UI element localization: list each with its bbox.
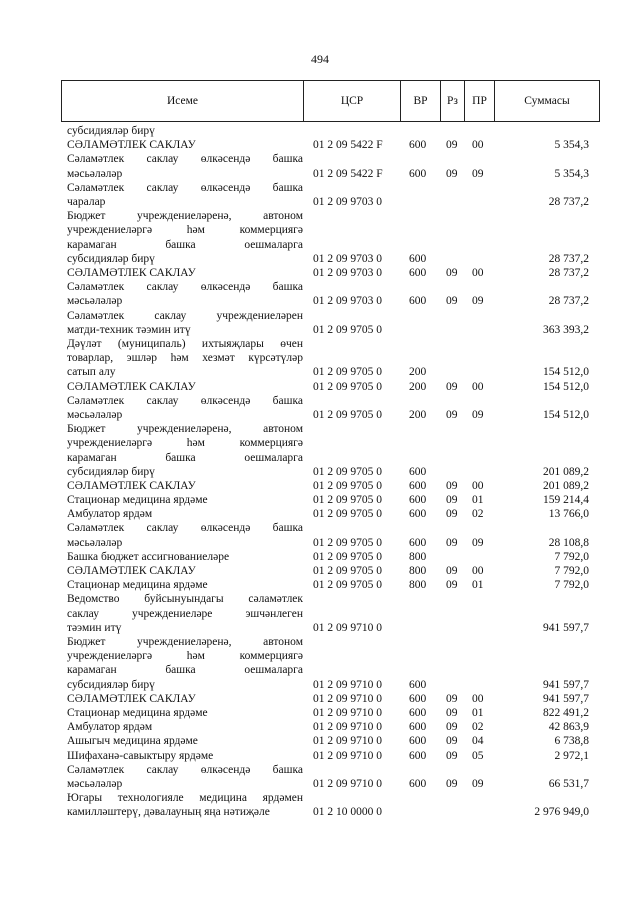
row-name-line: субсидияләр бирү [67, 125, 155, 137]
row-csr: 01 2 09 5422 F [313, 139, 383, 152]
header-pr: ПР [464, 80, 494, 122]
row-name-line: матди-техник тәэмин итү [67, 323, 191, 336]
row-csr: 01 2 09 5422 F [313, 167, 383, 180]
row-rz: 09 [446, 380, 458, 393]
header-name: Исеме [61, 80, 303, 122]
row-vr: 600 [409, 479, 427, 492]
row-sum: 363 393,2 [543, 323, 589, 336]
table-row [0, 266, 640, 280]
row-pr: 09 [472, 295, 484, 308]
row-name-line: субсидияләр бирү [67, 252, 155, 265]
table-row [0, 749, 640, 763]
table-row [0, 280, 640, 308]
row-name-line: СӘЛАМӘТЛЕК САКЛАУ [67, 565, 196, 578]
row-name-line: мәсьәләләр [67, 295, 123, 308]
row-csr: 01 2 09 9705 0 [313, 536, 382, 549]
row-rz: 09 [446, 479, 458, 492]
row-csr: 01 2 09 9703 0 [313, 195, 382, 208]
row-name-line: субсидияләр бирү [67, 465, 155, 478]
row-csr: 01 2 09 9705 0 [313, 366, 382, 379]
row-sum: 154 512,0 [543, 380, 589, 393]
table-header [61, 80, 600, 124]
row-pr: 09 [472, 408, 484, 421]
table-row [0, 394, 640, 422]
table-row [0, 550, 640, 564]
row-name [67, 138, 303, 152]
table-row [0, 380, 640, 394]
row-name-line: Сәламәтлек саклау өлкәсендә башка [67, 763, 303, 776]
row-name-line: карамаган башка оешмаларга [67, 664, 303, 677]
row-pr: 02 [472, 721, 484, 734]
table-row [0, 592, 640, 635]
row-pr: 01 [472, 706, 484, 719]
row-sum: 7 792,0 [554, 565, 589, 578]
row-sum: 2 976 949,0 [534, 806, 589, 819]
header-sum: Суммасы [494, 80, 600, 122]
row-csr: 01 2 09 9703 0 [313, 295, 382, 308]
row-csr: 01 2 09 9705 0 [313, 494, 382, 507]
row-sum: 5 354,3 [554, 139, 589, 152]
row-vr: 600 [409, 692, 427, 705]
row-rz: 09 [446, 494, 458, 507]
table-row [0, 493, 640, 507]
row-pr: 09 [472, 777, 484, 790]
row-csr: 01 2 09 9705 0 [313, 550, 382, 563]
row-name-line: Сәламәтлек саклау өлкәсендә башка [67, 181, 303, 194]
row-name-line: Ведомство буйсынуындагы сәламәтлек [67, 593, 303, 606]
table-row [0, 124, 640, 138]
row-csr: 01 2 09 9703 0 [313, 252, 382, 265]
row-name-line: учреждениеләргә һәм коммерциягә [67, 437, 303, 450]
header-rz: Рз [440, 80, 464, 122]
row-csr: 01 2 09 9710 0 [313, 735, 382, 748]
row-name [67, 152, 303, 180]
row-sum: 28 108,8 [548, 536, 589, 549]
row-csr: 01 2 09 9705 0 [313, 479, 382, 492]
row-name-line: Сәламәтлек саклау өлкәсендә башка [67, 394, 303, 407]
row-pr: 00 [472, 139, 484, 152]
row-name [67, 280, 303, 308]
table-row [0, 479, 640, 493]
row-rz: 09 [446, 735, 458, 748]
row-rz: 09 [446, 295, 458, 308]
row-name-line: карамаган башка оешмаларга [67, 238, 303, 251]
row-vr: 800 [409, 550, 427, 563]
row-rz: 09 [446, 692, 458, 705]
row-rz: 09 [446, 721, 458, 734]
row-vr: 600 [409, 252, 427, 265]
table-row [0, 422, 640, 479]
row-sum: 28 737,2 [548, 266, 589, 279]
table-row [0, 181, 640, 209]
row-sum: 28 737,2 [548, 252, 589, 265]
row-name [67, 578, 303, 592]
row-name-line: Сәламәтлек саклау өлкәсендә башка [67, 153, 303, 166]
row-csr: 01 2 09 9705 0 [313, 565, 382, 578]
row-pr: 00 [472, 266, 484, 279]
row-vr: 200 [409, 380, 427, 393]
header-vr: ВР [400, 80, 440, 122]
row-name-line: камилләштерү, дәвалауның яңа нәтиҗәле [67, 806, 270, 819]
row-name-line: СӘЛАМӘТЛЕК САКЛАУ [67, 692, 196, 705]
row-name-line: Сәламәтлек саклау өлкәсендә башка [67, 522, 303, 535]
row-pr: 00 [472, 479, 484, 492]
row-sum: 7 792,0 [554, 579, 589, 592]
row-name-line: мәсьәләләр [67, 167, 123, 180]
row-name-line: учреждениеләргә һәм коммерциягә [67, 650, 303, 663]
table-row [0, 138, 640, 152]
table-row [0, 152, 640, 180]
row-sum: 2 972,1 [554, 749, 589, 762]
row-sum: 66 531,7 [548, 777, 589, 790]
row-name-line: Югары технологияле медицина ярдәмен [67, 792, 303, 805]
row-name [67, 734, 303, 748]
row-csr: 01 2 09 9710 0 [313, 692, 382, 705]
table-row [0, 337, 640, 380]
row-rz: 09 [446, 579, 458, 592]
row-csr: 01 2 09 9705 0 [313, 323, 382, 336]
row-pr: 00 [472, 380, 484, 393]
row-name-line: мәсьәләләр [67, 777, 123, 790]
row-vr: 600 [409, 508, 427, 521]
row-vr: 600 [409, 465, 427, 478]
row-name-line: карамаган башка оешмаларга [67, 451, 303, 464]
row-name-line: СӘЛАМӘТЛЕК САКЛАУ [67, 479, 196, 492]
row-csr: 01 2 09 9710 0 [313, 706, 382, 719]
row-name [67, 266, 303, 280]
row-vr: 600 [409, 721, 427, 734]
row-csr: 01 2 10 0000 0 [313, 806, 382, 819]
table-row [0, 791, 640, 819]
row-sum: 822 491,2 [543, 706, 589, 719]
row-name [67, 749, 303, 763]
row-csr: 01 2 09 9710 0 [313, 678, 382, 691]
row-csr: 01 2 09 9705 0 [313, 380, 382, 393]
row-name-line: чаралар [67, 195, 106, 208]
row-rz: 09 [446, 139, 458, 152]
table-row [0, 309, 640, 337]
row-csr: 01 2 09 9705 0 [313, 465, 382, 478]
table-row [0, 720, 640, 734]
row-name [67, 521, 303, 549]
row-rz: 09 [446, 749, 458, 762]
row-sum: 5 354,3 [554, 167, 589, 180]
row-pr: 09 [472, 167, 484, 180]
table-row [0, 564, 640, 578]
row-name-line: Амбулатор ярдәм [67, 721, 153, 734]
row-sum: 941 597,7 [543, 678, 589, 691]
row-csr: 01 2 09 9705 0 [313, 408, 382, 421]
row-name [67, 706, 303, 720]
row-name [67, 592, 303, 635]
row-vr: 600 [409, 536, 427, 549]
row-name-line: Стационар медицина ярдәме [67, 706, 208, 719]
row-name [67, 309, 303, 337]
header-csr: ЦСР [303, 80, 400, 122]
row-vr: 200 [409, 366, 427, 379]
row-name [67, 337, 303, 380]
row-csr: 01 2 09 9705 0 [313, 579, 382, 592]
table-row [0, 734, 640, 748]
row-name [67, 422, 303, 479]
row-name [67, 209, 303, 266]
row-name-line: Бюджет учреждениеләренә, автоном [67, 423, 303, 436]
row-name-line: СӘЛАМӘТЛЕК САКЛАУ [67, 380, 196, 393]
row-name-line: Бюджет учреждениеләренә, автоном [67, 210, 303, 223]
row-pr: 02 [472, 508, 484, 521]
row-sum: 7 792,0 [554, 550, 589, 563]
row-vr: 600 [409, 749, 427, 762]
row-name [67, 635, 303, 692]
row-vr: 600 [409, 139, 427, 152]
row-name [67, 394, 303, 422]
table-body [0, 124, 640, 820]
row-rz: 09 [446, 266, 458, 279]
row-sum: 13 766,0 [548, 508, 589, 521]
row-vr: 800 [409, 579, 427, 592]
row-name-line: Ашыгыч медицина ярдәме [67, 735, 198, 748]
row-name-line: Дәүләт (муниципаль) ихтыяҗлары өчен [67, 337, 303, 350]
row-csr: 01 2 09 9710 0 [313, 721, 382, 734]
row-vr: 600 [409, 777, 427, 790]
row-name-line: сатып алу [67, 366, 116, 379]
table-row [0, 706, 640, 720]
row-name-line: саклау учреждениеләре эшчәнлеген [67, 607, 303, 620]
table-row [0, 507, 640, 521]
row-sum: 154 512,0 [543, 408, 589, 421]
row-vr: 600 [409, 678, 427, 691]
row-rz: 09 [446, 565, 458, 578]
row-name-line: Сәламәтлек саклау учреждениеләрен [67, 309, 303, 322]
row-name-line: мәсьәләләр [67, 408, 123, 421]
row-vr: 200 [409, 408, 427, 421]
table-row [0, 635, 640, 692]
row-name-line: мәсьәләләр [67, 536, 123, 549]
row-rz: 09 [446, 408, 458, 421]
row-sum: 28 737,2 [548, 195, 589, 208]
row-vr: 600 [409, 706, 427, 719]
table-row [0, 692, 640, 706]
row-csr: 01 2 09 9705 0 [313, 508, 382, 521]
row-name-line: Сәламәтлек саклау өлкәсендә башка [67, 281, 303, 294]
row-rz: 09 [446, 508, 458, 521]
row-name-line: Шифаханә-савыктыру ярдәме [67, 749, 214, 762]
row-vr: 600 [409, 494, 427, 507]
row-sum: 42 863,9 [548, 721, 589, 734]
row-csr: 01 2 09 9710 0 [313, 777, 382, 790]
row-name-line: субсидияләр бирү [67, 678, 155, 691]
row-csr: 01 2 09 9703 0 [313, 266, 382, 279]
row-vr: 600 [409, 295, 427, 308]
table-row [0, 578, 640, 592]
row-rz: 09 [446, 536, 458, 549]
row-name [67, 720, 303, 734]
row-sum: 941 597,7 [543, 692, 589, 705]
row-rz: 09 [446, 706, 458, 719]
row-sum: 154 512,0 [543, 366, 589, 379]
row-rz: 09 [446, 167, 458, 180]
row-name-line: тәэмин итү [67, 621, 122, 634]
row-csr: 01 2 09 9710 0 [313, 621, 382, 634]
row-name-line: СӘЛАМӘТЛЕК САКЛАУ [67, 139, 196, 152]
row-name-line: Стационар медицина ярдәме [67, 494, 208, 507]
row-sum: 28 737,2 [548, 295, 589, 308]
row-pr: 01 [472, 579, 484, 592]
table-row [0, 209, 640, 266]
row-name [67, 564, 303, 578]
row-name [67, 493, 303, 507]
row-pr: 05 [472, 749, 484, 762]
row-name [67, 124, 303, 138]
row-vr: 600 [409, 735, 427, 748]
row-name-line: Стационар медицина ярдәме [67, 579, 208, 592]
row-pr: 04 [472, 735, 484, 748]
row-csr: 01 2 09 9710 0 [313, 749, 382, 762]
row-name [67, 791, 303, 819]
row-name-line: учреждениеләргә һәм коммерциягә [67, 224, 303, 237]
row-name [67, 380, 303, 394]
row-name [67, 550, 303, 564]
row-name-line: Башка бюджет ассигнованиеләре [67, 550, 230, 563]
row-pr: 00 [472, 692, 484, 705]
row-name-line: СӘЛАМӘТЛЕК САКЛАУ [67, 266, 196, 279]
table-row [0, 763, 640, 791]
row-name [67, 479, 303, 493]
page-number: 494 [311, 52, 329, 66]
row-rz: 09 [446, 777, 458, 790]
row-name [67, 763, 303, 791]
row-name-line: Амбулатор ярдәм [67, 508, 153, 521]
row-name [67, 507, 303, 521]
table-row [0, 521, 640, 549]
row-pr: 00 [472, 565, 484, 578]
row-vr: 600 [409, 167, 427, 180]
row-vr: 600 [409, 266, 427, 279]
row-pr: 01 [472, 494, 484, 507]
row-sum: 201 089,2 [543, 465, 589, 478]
row-pr: 09 [472, 536, 484, 549]
row-name-line: товарлар, эшләр һәм хезмәт күрсәтүләр [67, 352, 303, 365]
row-vr: 800 [409, 565, 427, 578]
row-name [67, 692, 303, 706]
row-name [67, 181, 303, 209]
row-sum: 201 089,2 [543, 479, 589, 492]
row-sum: 159 214,4 [543, 494, 589, 507]
row-sum: 6 738,8 [554, 735, 589, 748]
row-sum: 941 597,7 [543, 621, 589, 634]
row-name-line: Бюджет учреждениеләренә, автоном [67, 636, 303, 648]
